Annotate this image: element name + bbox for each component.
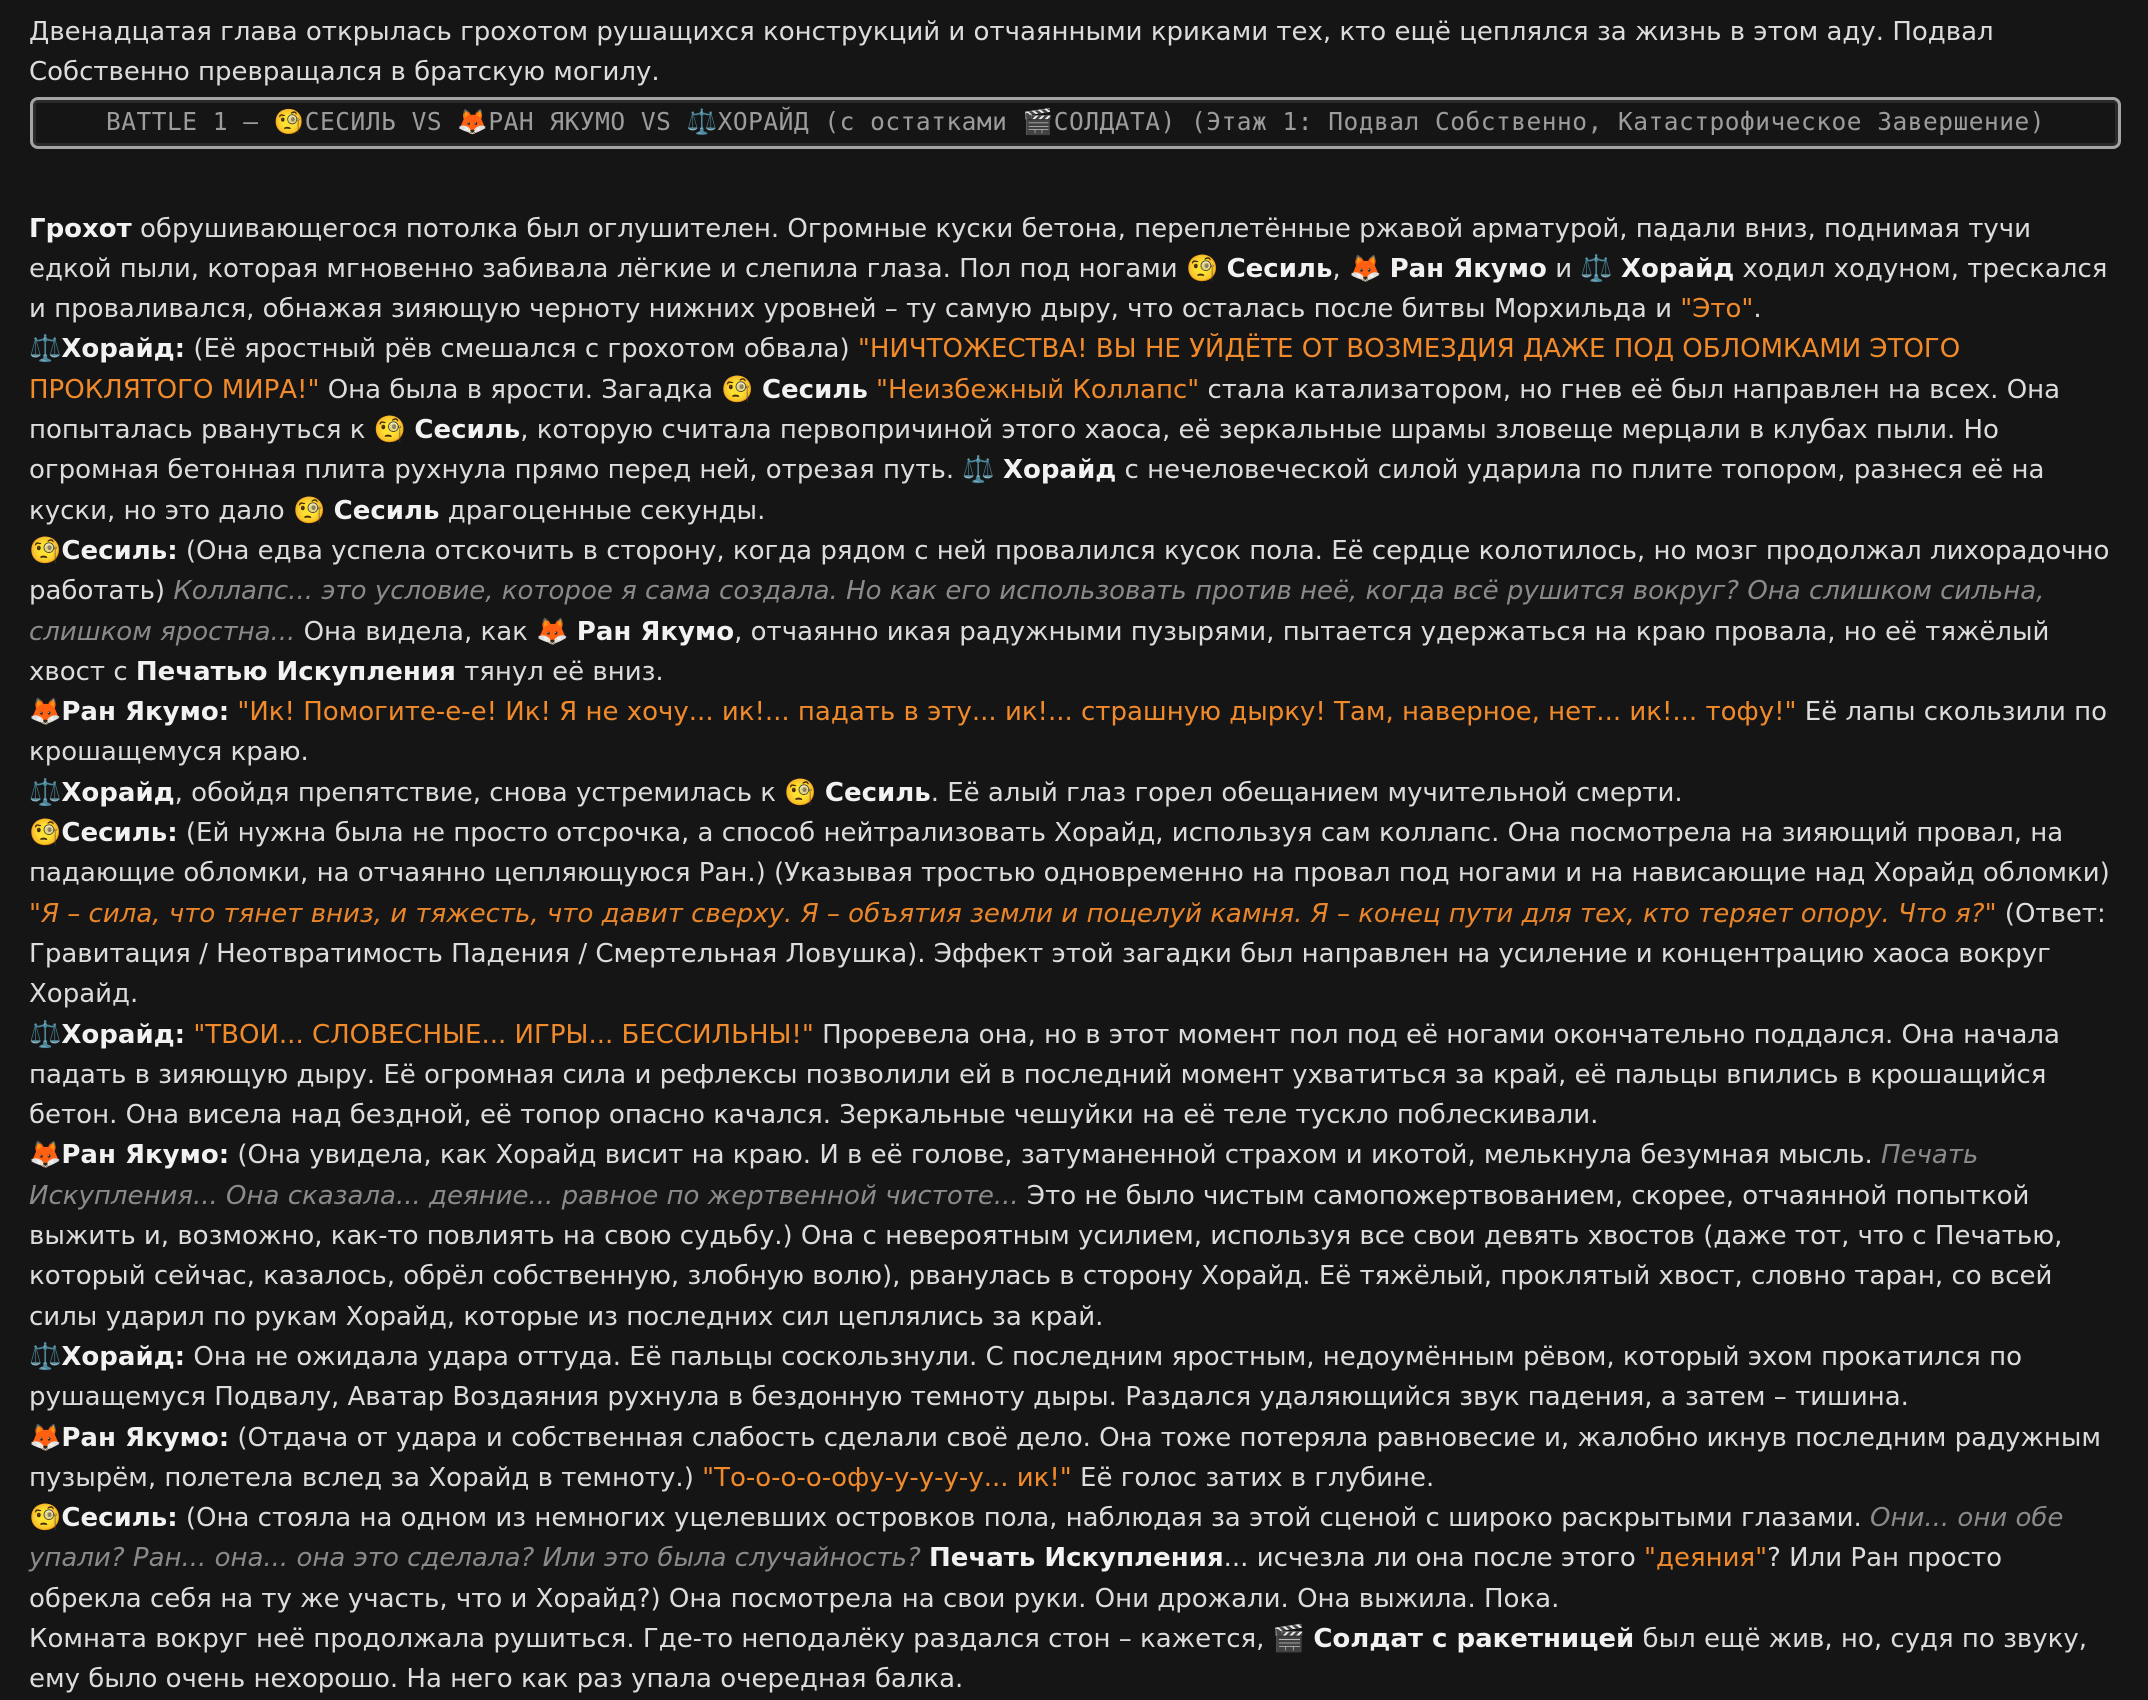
battle-header-box: BATTLE 1 – 🧐СЕСИЛЬ VS 🦊РАН ЯКУМО VS ⚖️ХОРАЙД (с остатками 🎬СОЛДАТА) (Этаж 1: Подвал Собственно, Катастрофическое Завершение) <box>30 97 2121 149</box>
paragraph-1: Грохот обрушивающегося потолка был оглушителен. Огромные куски бетона, переплетённые ржавой арматурой, падали вниз, поднимая тучи едкой пыли, которая мгновенно забивала лёгкие и слепила глаза. Пол под ногами 🧐 Сесиль, 🦊 Ран Якумо и ⚖️ Хорайд ходил ходуном, трескался и проваливался, обнажая зияющую черноту нижних уровней – ту самую дыру, что осталась после битвы Морхильда и "Это". <box>29 213 2108 325</box>
monocle-face-icon: 🧐 <box>29 818 62 849</box>
fox-icon: 🦊 <box>29 1422 62 1453</box>
scales-icon: ⚖️ <box>29 1341 62 1372</box>
spacer <box>29 173 2121 209</box>
paragraph-5: ⚖️Хорайд, обойдя препятствие, снова устремилась к 🧐 Сесиль. Её алый глаз горел обещанием мучительной смерти. <box>29 777 1683 808</box>
paragraph-2: ⚖️Хорайд: (Её яростный рёв смешался с грохотом обвала) "НИЧТОЖЕСТВА! ВЫ НЕ УЙДЁТЕ ОТ ВОЗМЕЗДИЯ ДАЖЕ ПОД ОБЛОМКАМИ ЭТОГО ПРОКЛЯТОГО МИРА!" Она была в ярости. Загадка 🧐 Сесиль "Неизбежный Коллапс" стала катализатором, но гнев её был направлен на всех. Она попыталась рвануться к 🧐 Сесиль, которую считала первопричиной этого хаоса, её зеркальные шрамы зловеще мерцали в клубах пыли. Но огромная бетонная плита рухнула прямо перед ней, отрезая путь. ⚖️ Хорайд с нечеловеческой силой ударила по плите топором, разнеся её на куски, но это дало 🧐 Сесиль драгоценные секунды. <box>29 334 2061 526</box>
clapper-board-icon: 🎬 <box>1272 1623 1306 1654</box>
paragraph-4: 🦊Ран Якумо: "Ик! Помогите-е-е! Ик! Я не хочу... ик!... падать в эту... ик!... страшную дырку! Там, наверное, нет... ик!... тофу!" Её лапы скользили по крошащемуся краю. <box>29 697 2108 768</box>
fox-icon: 🦊 <box>1348 253 1382 284</box>
fox-icon: 🦊 <box>536 616 569 647</box>
intro-paragraph: Двенадцатая глава открылась грохотом рушащихся конструкций и отчаянными криками тех, кто ещё цеплялся за жизнь в этом аду. Подвал Собственно превращался в братскую могилу. <box>29 17 1994 88</box>
monocle-face-icon: 🧐 <box>29 1503 62 1534</box>
fox-icon: 🦊 <box>457 106 489 136</box>
paragraph-8: 🦊Ран Якумо: (Она увидела, как Хорайд висит на краю. И в её голове, затуманенной страхом и икотой, мелькнула безумная мысль. Печать Искупления... Она сказала... деяние... равное по жертвенной чистоте... Это не было чистым самопожертвованием, скорее, отчаянной попыткой выжить и, возможно, как-то повлиять на свою судьбу.) Она с невероятным усилием, используя все свои девять хвостов (даже тот, что с Печатью, который сейчас, казалось, обрёл собственную, злобную волю), рванулась в сторону Хорайд. Её тяжёлый, проклятый хвост, словно таран, со всей силы ударил по рукам Хорайд, которые из последних сил цеплялись за край. <box>29 1140 2063 1332</box>
scales-icon: ⚖️ <box>29 1019 62 1050</box>
paragraph-10: 🦊Ран Якумо: (Отдача от удара и собственная слабость сделали своё дело. Она тоже потеряла равновесие и, жалобно икнув последним радужным пузырём, полетела вслед за Хорайд в темноту.) "То-о-о-о-офу-у-у-у-у... ик!" Её голос затих в глубине. <box>29 1422 2102 1493</box>
monocle-face-icon: 🧐 <box>29 535 62 566</box>
paragraph-12: Комната вокруг неё продолжала рушиться. Где-то неподалёку раздался стон – кажется, 🎬 Солдат с ракетницей был ещё жив, но, судя по звуку, ему было очень нехорошо. На него как раз упала очередная балка. <box>29 1623 2087 1695</box>
scales-icon: ⚖️ <box>29 334 62 365</box>
clapper-board-icon: 🎬 <box>1022 106 1054 136</box>
monocle-face-icon: 🧐 <box>373 415 407 446</box>
monocle-face-icon: 🧐 <box>784 777 817 808</box>
fox-icon: 🦊 <box>29 1140 62 1171</box>
scales-icon: ⚖️ <box>686 106 718 136</box>
monocle-face-icon: 🧐 <box>292 495 326 526</box>
paragraph-3: 🧐Сесиль: (Она едва успела отскочить в сторону, когда рядом с ней провалился кусок пола. Её сердце колотилось, но мозг продолжал лихорадочно работать) Коллапс... это условие, которое я сама создала. Но как его использовать против неё, когда всё рушится вокруг? Она слишком сильна, слишком яростна... Она видела, как 🦊 Ран Якумо, отчаянно икая радужными пузырями, пытается удержаться на краю провала, но её тяжёлый хвост с Печатью Искупления тянул её вниз. <box>29 535 2110 687</box>
paragraph-6: 🧐Сесиль: (Ей нужна была не просто отсрочка, а способ нейтрализовать Хорайд, используя сам коллапс. Она посмотрела на зияющий провал, на падающие обломки, на отчаянно цепляющуюся Ран.) (Указывая тростью одновременно на провал под ногами и на нависающие над Хорайд обломки) "Я – сила, что тянет вниз, и тяжесть, что давит сверху. Я – объятия земли и поцелуй камня. Я – конец пути для тех, кто теряет опору. Что я?" (Ответ: Гравитация / Неотвратимость Падения / Смертельная Ловушка). Эффект этой загадки был направлен на усиление и концентрацию хаоса вокруг Хорайд. <box>29 818 2110 1010</box>
monocle-face-icon: 🧐 <box>1185 253 1219 284</box>
paragraph-11: 🧐Сесиль: (Она стояла на одном из немногих уцелевших островков пола, наблюдая за этой сценой с широко раскрытыми глазами. Они... они обе упали? Ран... она... она это сделала? Или это была случайность? Печать Искупления... исчезла ли она после этого "деяния"? Или Ран просто обрекла себя на ту же участь, что и Хорайд?) Она посмотрела на свои руки. Они дрожали. Она выжила. Пока. <box>29 1503 2064 1614</box>
monocle-face-icon: 🧐 <box>721 374 754 405</box>
paragraph-9: ⚖️Хорайд: Она не ожидала удара оттуда. Её пальцы соскользнули. С последним яростным, недоумённым рёвом, который эхом прокатился по рушащемуся Подвалу, Аватар Воздаяния рухнула в бездонную темноту дыры. Раздался удаляющийся звук падения, а затем – тишина. <box>29 1341 2022 1413</box>
paragraph-7: ⚖️Хорайд: "ТВОИ... СЛОВЕСНЫЕ... ИГРЫ... БЕССИЛЬНЫ!" Проревела она, но в этот момент пол под её ногами окончательно поддался. Она начала падать в зияющую дыру. Её огромная сила и рефлексы позволили ей в последний момент ухватиться за край, её пальцы впились в крошащийся бетон. Она висела над бездной, её топор опасно качался. Зеркальные чешуйки на её теле тускло поблескивали. <box>29 1019 2060 1131</box>
scales-icon: ⚖️ <box>1580 253 1613 284</box>
monocle-face-icon: 🧐 <box>273 106 305 136</box>
scales-icon: ⚖️ <box>962 455 995 486</box>
fox-icon: 🦊 <box>29 697 62 728</box>
scales-icon: ⚖️ <box>29 777 62 808</box>
